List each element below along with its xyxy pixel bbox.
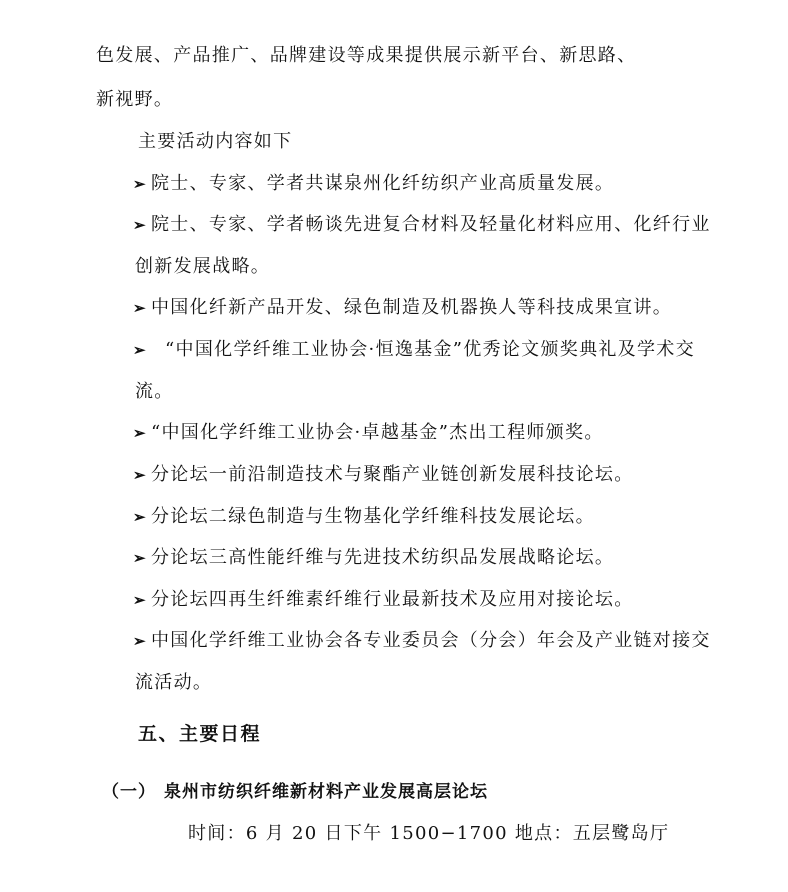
activity-item <box>133 546 614 570</box>
arrow-bullet-icon: ➢ <box>133 549 146 567</box>
activity-item <box>133 463 634 487</box>
activity-text: 分论坛一前沿制造技术与聚酯产业链创新发展科技论坛。 <box>151 464 634 485</box>
activity-item <box>133 505 595 529</box>
arrow-bullet-icon: ➢ <box>133 591 146 609</box>
arrow-bullet-icon: ➢ <box>133 175 146 193</box>
activity-text-continuation: 流。 <box>135 381 174 402</box>
activity-text: 分论坛四再生纤维素纤维行业最新技术及应用对接论坛。 <box>151 589 634 610</box>
arrow-bullet-icon: ➢ <box>133 466 146 484</box>
arrow-bullet-icon: ➢ <box>133 424 146 442</box>
activities-heading: 主要活动内容如下 <box>138 131 293 152</box>
activity-text: “中国化学纤维工业协会·卓越基金”杰出工程师颁奖。 <box>151 422 604 443</box>
activity-item <box>133 338 695 362</box>
activity-item <box>133 172 614 196</box>
activity-text: 分论坛二绿色制造与生物基化学纤维科技发展论坛。 <box>151 506 595 527</box>
activity-text: “中国化学纤维工业协会·恒逸基金”优秀论文颁奖典礼及学术交 <box>151 339 695 360</box>
schedule-line: 时间：6 月 20 日下午 1500−1700 地点：五层鹭岛厅 <box>188 823 670 844</box>
activity-item <box>133 588 634 612</box>
activity-text: 分论坛三高性能纤维与先进技术纺织品发展战略论坛。 <box>151 547 615 568</box>
arrow-bullet-icon: ➢ <box>133 299 146 317</box>
activity-text: 院士、专家、学者共谋泉州化纤纺织产业高质量发展。 <box>151 173 615 194</box>
activity-item <box>133 213 711 237</box>
activity-text: 中国化学纤维工业协会各专业委员会（分会）年会及产业链对接交 <box>151 630 711 651</box>
activity-text-continuation: 创新发展战略。 <box>135 256 271 277</box>
section-heading: 五、主要日程 <box>138 723 262 745</box>
subsection-heading <box>102 780 488 804</box>
arrow-bullet-icon: ➢ <box>133 508 146 526</box>
activity-item <box>133 421 604 445</box>
activity-item <box>133 296 672 320</box>
arrow-bullet-icon: ➢ <box>133 341 146 359</box>
activity-text: 中国化纤新产品开发、绿色制造及机器换人等科技成果宣讲。 <box>151 297 673 318</box>
activity-text-continuation: 流活动。 <box>135 672 213 693</box>
activity-item <box>133 629 711 653</box>
subsection-title: 泉州市纺织纤维新材料产业发展高层论坛 <box>164 782 488 802</box>
arrow-bullet-icon: ➢ <box>133 632 146 650</box>
arrow-bullet-icon: ➢ <box>133 216 146 234</box>
intro-line-1: 色发展、产品推广、品牌建设等成果提供展示新平台、新思路、 <box>96 45 637 66</box>
activity-text: 院士、专家、学者畅谈先进复合材料及轻量化材料应用、化纤行业 <box>151 214 711 235</box>
subsection-number: （一） <box>102 782 156 802</box>
intro-line-2: 新视野。 <box>96 89 174 110</box>
